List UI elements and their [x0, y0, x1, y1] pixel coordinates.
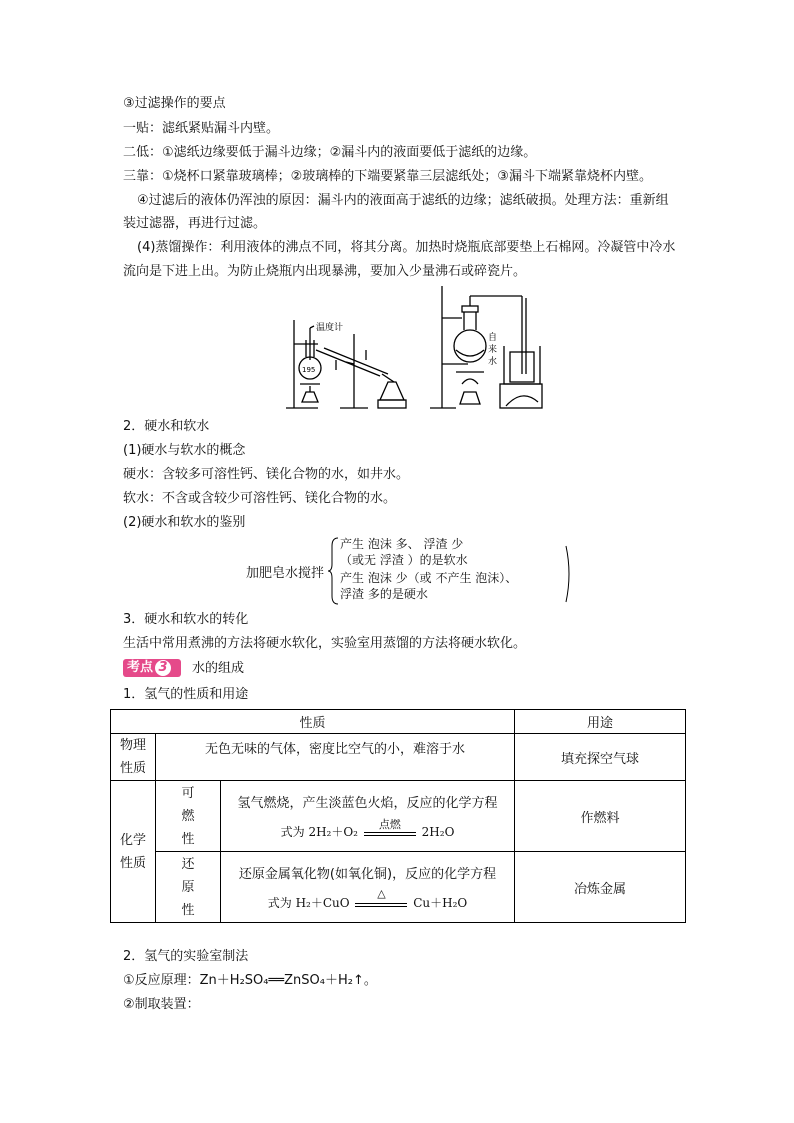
hard-water-definition: 硬水：含较多可溶性钙、镁化合物的水，如井水。 [123, 467, 410, 482]
hard-water-sub2: (2)硬水和软水的鉴别 [123, 515, 246, 530]
kaodian-badge [123, 659, 181, 677]
reducing-description: 还原金属氧化物(如氧化铜)，反应的化学方程 [238, 867, 497, 882]
chemical-label: 化学 性质 [111, 781, 156, 923]
condition-heat: △ [377, 886, 386, 900]
kaodian-title: 水的组成 [192, 661, 245, 676]
filtration-turbid-line2: 装过滤器，再进行过滤。 [123, 216, 267, 231]
filtration-turbid-line1: ④过滤后的液体仍浑浊的原因：漏斗内的液面高于滤纸的边缘；滤纸破损。处理方法：重新组 [137, 193, 669, 208]
filtration-one-stick: 一贴：滤纸紧贴漏斗内壁。 [123, 121, 280, 136]
label-flask: 195 [302, 366, 316, 374]
reducing-equation: 式为 H₂＋CuO △ Cu＋H₂O [267, 886, 468, 910]
distillation-line1: (4)蒸馏操作：利用液体的沸点不同，将其分离。加热时烧瓶底部要垫上石棉网。冷凝管中冷水 [137, 240, 676, 255]
hydrogen-properties-table [110, 709, 686, 923]
left-brace [328, 536, 340, 606]
lab-prep-principle: ①反应原理：Zn＋H₂SO₄══ZnSO₄＋H₂↑。 [123, 973, 377, 988]
reducing-cell [221, 852, 515, 923]
label-tap-water-1: 自 [488, 333, 498, 343]
physical-use: 填充探空气球 [515, 734, 686, 781]
combustible-label: 可 燃 性 [156, 781, 221, 852]
brace-lead-text: 加肥皂水搅拌 [246, 566, 325, 581]
label-thermometer: 温度计 [316, 323, 344, 333]
distillation-apparatus-figure [284, 284, 544, 412]
kaodian-number: 3 [155, 660, 171, 676]
lab-prep-apparatus: ②制取装置： [123, 997, 200, 1012]
alcohol-lamp [302, 392, 318, 402]
lab-prep-title: 2．氢气的实验室制法 [123, 949, 249, 964]
filtration-heading: ③过滤操作的要点 [123, 96, 226, 111]
label-tap-water-2: 来 [488, 345, 498, 355]
conversion-title: 3．硬水和软水的转化 [123, 612, 249, 627]
right-paren [564, 544, 574, 604]
reducing-use: 冶炼金属 [515, 852, 686, 923]
combustible-use: 作燃料 [515, 781, 686, 852]
round-flask [454, 330, 486, 362]
distillation-line2: 流向是下进上出。为防止烧瓶内出现暴沸，要加入少量沸石或碎瓷片。 [123, 264, 527, 279]
combustible-description: 氢气燃烧，产生淡蓝色火焰，反应的化学方程 [237, 796, 498, 811]
brace-line-1: 产生 泡沫 多、 浮渣 少 [340, 537, 464, 551]
hard-water-sub1: (1)硬水与软水的概念 [123, 443, 246, 458]
brace-line-2: （或无 浮渣 ）的是软水 [340, 553, 468, 567]
physical-label: 物理 性质 [111, 734, 156, 781]
kaodian-badge-label: 考点 [127, 660, 154, 675]
conversion-text: 生活中常用煮沸的方法将硬水软化，实验室用蒸馏的方法将硬水软化。 [123, 636, 527, 651]
brace-line-4: 浮渣 多的是硬水 [340, 587, 428, 601]
brace-line-3: 产生 泡沫 少（或 不产生 泡沫）、 [340, 571, 518, 585]
table-head-use: 用途 [515, 710, 686, 734]
hard-water-title: 2．硬水和软水 [123, 419, 210, 434]
receiving-block [378, 400, 406, 408]
receiving-flask [380, 382, 404, 400]
reducing-label: 还 原 性 [156, 852, 221, 923]
physical-description: 无色无味的气体，密度比空气的小，难溶于水 [156, 734, 515, 781]
table-head-property: 性质 [111, 710, 515, 734]
hydrogen-title: 1．氢气的性质和用途 [123, 687, 249, 702]
combustible-cell [221, 781, 515, 852]
condition-ignite: 点燃 [378, 817, 401, 831]
identification-brace [246, 536, 576, 606]
soft-water-definition: 软水：不含或含较少可溶性钙、镁化合物的水。 [123, 491, 397, 506]
filtration-two-low: 二低：①滤纸边缘要低于漏斗边缘；②漏斗内的液面要低于滤纸的边缘。 [123, 145, 537, 160]
filtration-three-lean: 三靠：①烧杯口紧靠玻璃棒；②玻璃棒的下端要紧靠三层滤纸处；③漏斗下端紧靠烧杯内壁。 [123, 169, 652, 184]
combustible-equation: 式为 2H₂＋O₂ 点燃 2H₂O [280, 817, 455, 839]
label-tap-water-3: 水 [488, 357, 498, 367]
